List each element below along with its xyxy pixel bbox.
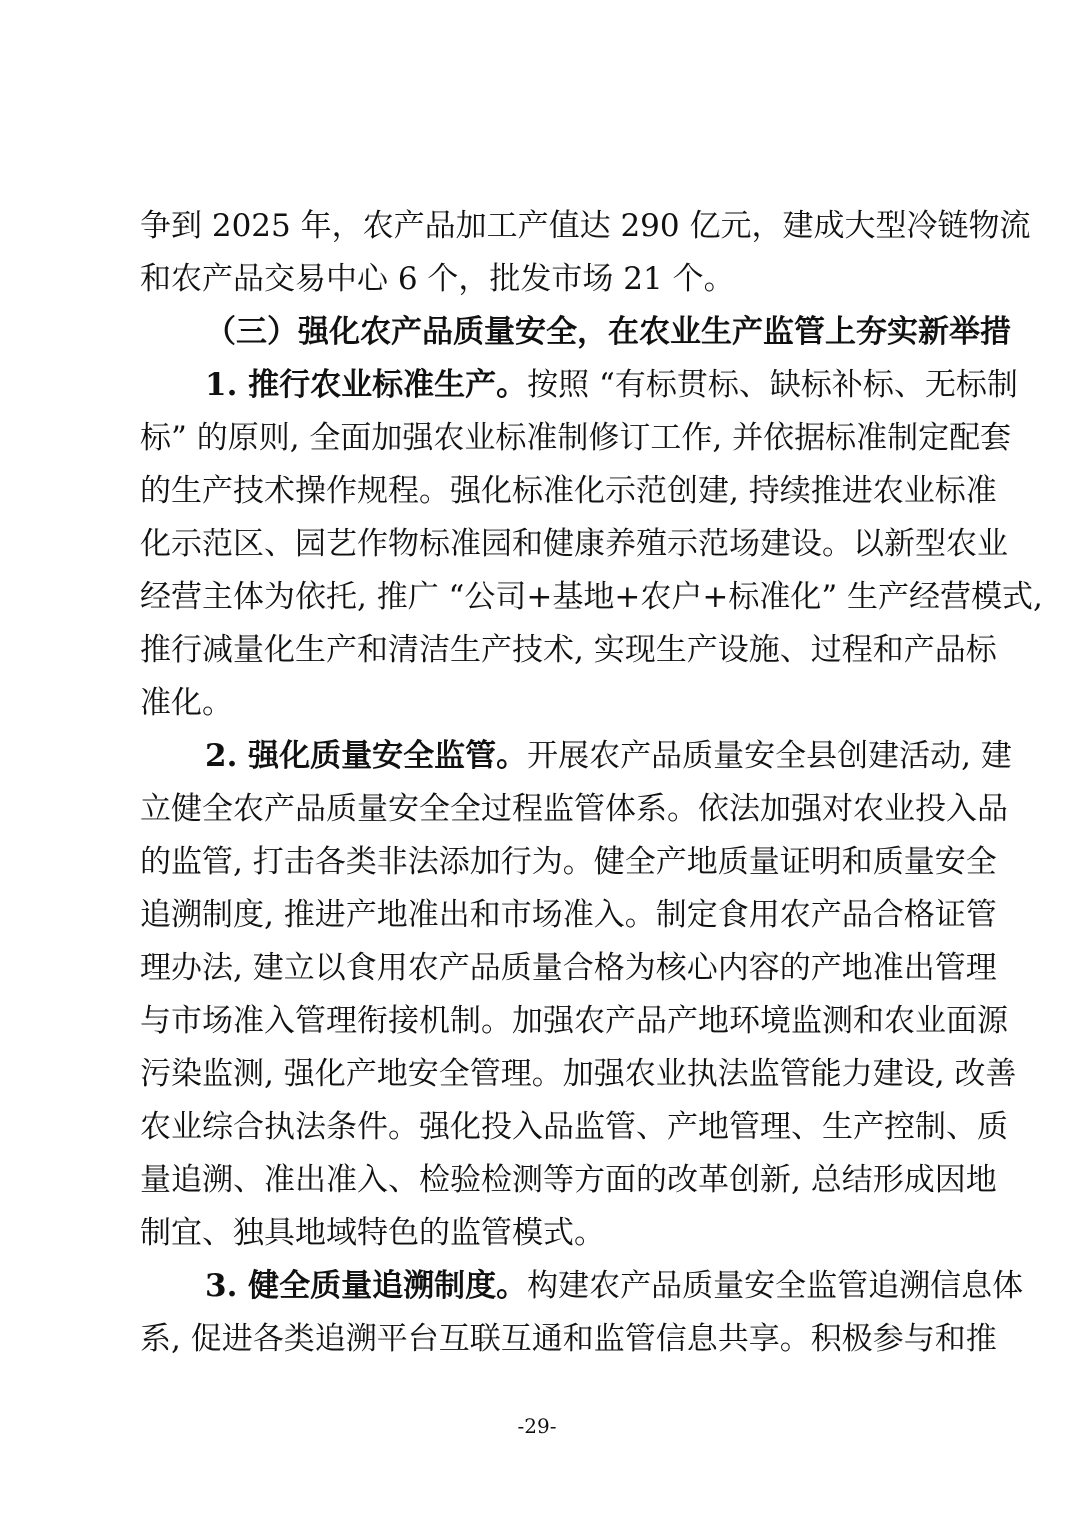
paragraph-line: 制宜、独具地域特色的监管模式。 xyxy=(140,1215,605,1251)
paragraph-line: 立健全农产品质量安全全过程监管体系。依法加强对农业投入品 xyxy=(140,791,1008,827)
item3-title: 3. 健全质量追溯制度。 xyxy=(205,1268,528,1304)
item2-title: 2. 强化质量安全监管。 xyxy=(205,738,528,774)
paragraph-line: 化示范区、园艺作物标准园和健康养殖示范场建设。以新型农业 xyxy=(140,526,1008,562)
paragraph-line: 理办法, 建立以食用农产品质量合格为核心内容的产地准出管理 xyxy=(140,950,997,986)
paragraph-line: 争到 2025 年，农产品加工产值达 290 亿元，建成大型冷链物流 xyxy=(140,208,1031,244)
item1-first-line xyxy=(205,365,1018,405)
paragraph-line: 和农产品交易中心 6 个，批发市场 21 个。 xyxy=(140,261,735,297)
paragraph-line: 经营主体为依托, 推广 “公司+基地+农户+标准化” 生产经营模式, xyxy=(140,579,1043,615)
page-number: -29- xyxy=(517,1414,557,1438)
item2-first-line xyxy=(205,736,1012,776)
paragraph-line: 量追溯、准出准入、检验检测等方面的改革创新, 总结形成因地 xyxy=(140,1162,997,1198)
paragraph-line: 准化。 xyxy=(140,685,233,721)
section-heading: （三）强化农产品质量安全，在农业生产监管上夯实新举措 xyxy=(205,314,1011,350)
paragraph-line: 系, 促进各类追溯平台互联互通和监管信息共享。积极参与和推 xyxy=(140,1321,997,1357)
paragraph-line: 污染监测, 强化产地安全管理。加强农业执法监管能力建设, 改善 xyxy=(140,1056,1017,1092)
paragraph-line: 与市场准入管理衔接机制。加强农产品产地环境监测和农业面源 xyxy=(140,1003,1008,1039)
item2-text: 开展农产品质量安全县创建活动, 建 xyxy=(527,738,1012,774)
paragraph-line: 的生产技术操作规程。强化标准化示范创建, 持续推进农业标准 xyxy=(140,473,997,509)
paragraph-line: 农业综合执法条件。强化投入品监管、产地管理、生产控制、质 xyxy=(140,1109,1008,1145)
paragraph-line: 追溯制度, 推进产地准出和市场准入。制定食用农产品合格证管 xyxy=(140,897,997,933)
paragraph-line: 标” 的原则, 全面加强农业标准制修订工作, 并依据标准制定配套 xyxy=(140,420,1012,456)
paragraph-line: 的监管, 打击各类非法添加行为。健全产地质量证明和质量安全 xyxy=(140,844,997,880)
item3-first-line xyxy=(205,1266,1024,1306)
item1-text: 按照 “有标贯标、缺标补标、无标制 xyxy=(527,367,1018,403)
item3-text: 构建农产品质量安全监管追溯信息体 xyxy=(527,1268,1024,1304)
item1-title: 1. 推行农业标准生产。 xyxy=(205,367,528,403)
paragraph-line: 推行减量化生产和清洁生产技术, 实现生产设施、过程和产品标 xyxy=(140,632,997,668)
